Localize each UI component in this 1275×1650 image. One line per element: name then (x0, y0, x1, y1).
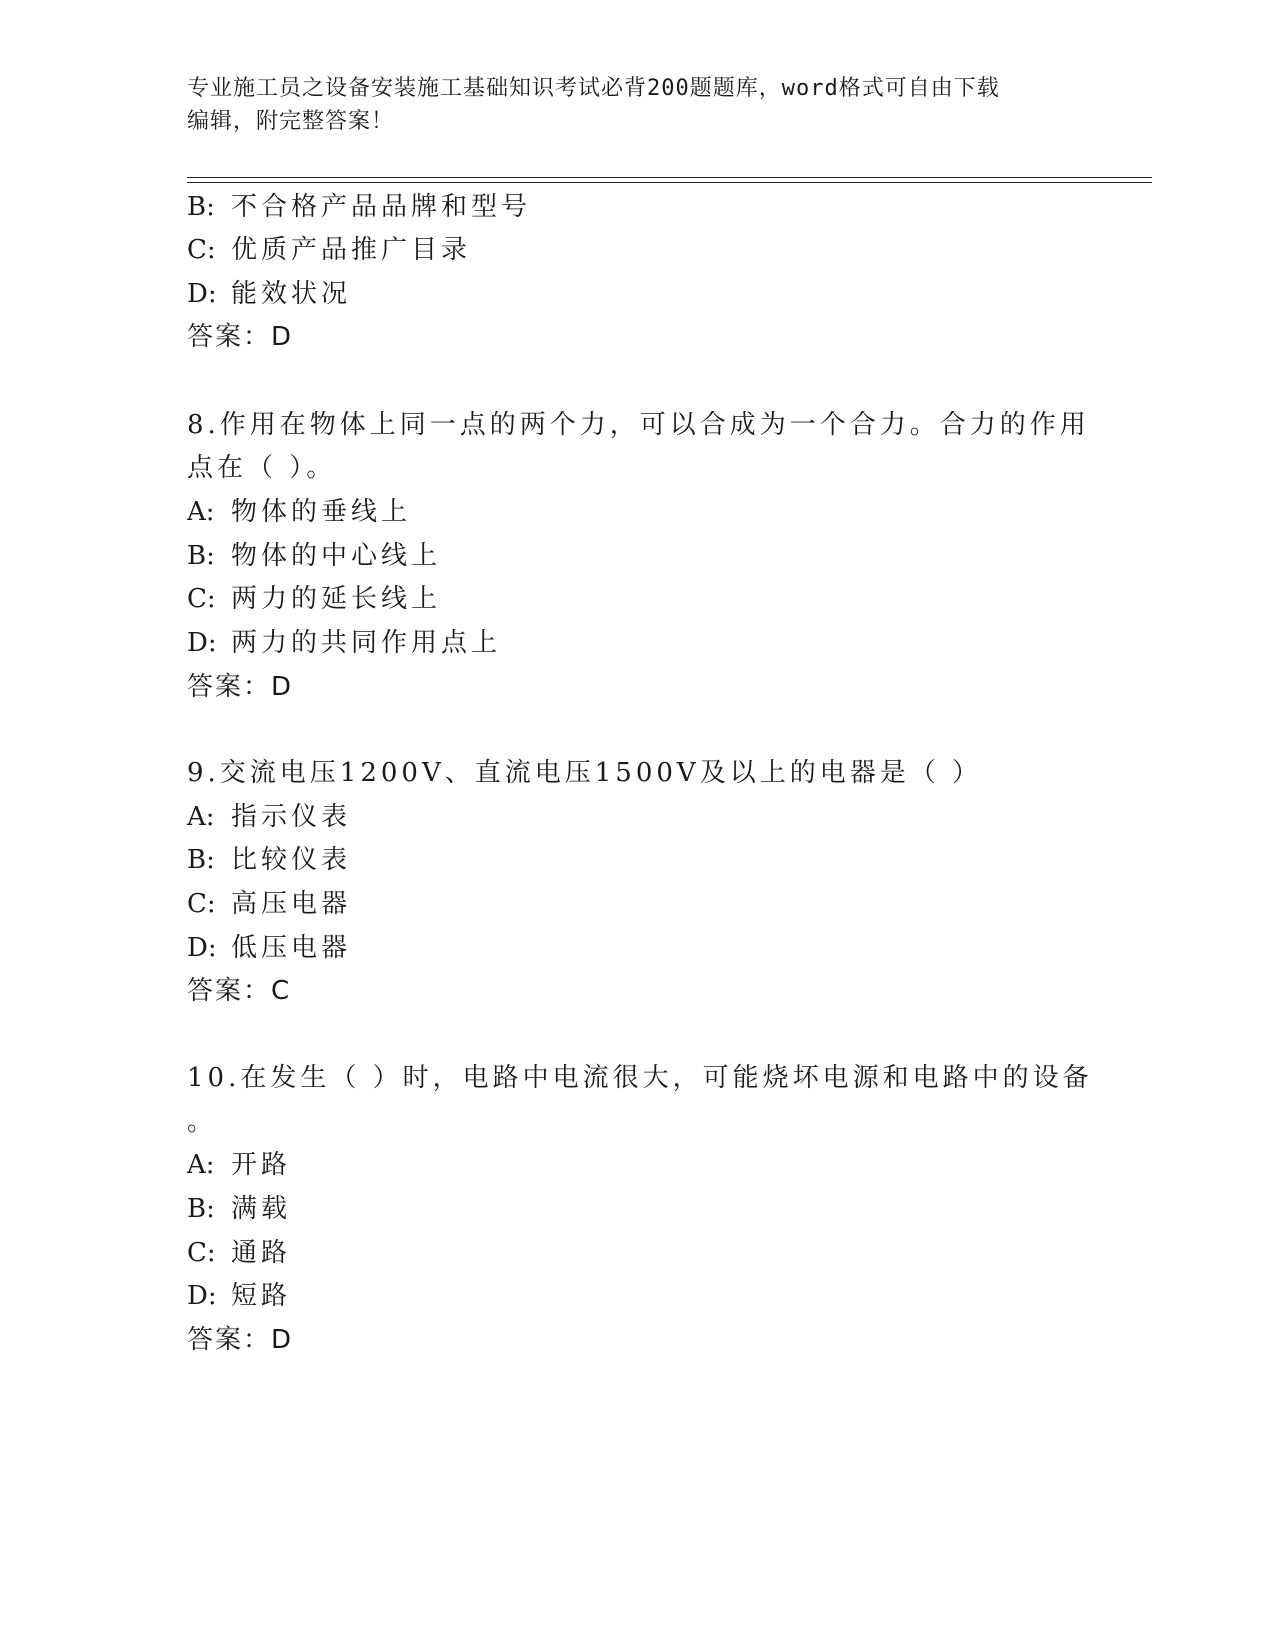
option-key: A: (187, 497, 215, 527)
option-a (187, 800, 351, 834)
header-divider (187, 177, 1152, 178)
option-key: B: (187, 845, 215, 875)
option-c (187, 1236, 291, 1270)
option-a (187, 1148, 291, 1182)
answer-line: 答案：D (187, 1325, 294, 1355)
question-stem: 。 (187, 1107, 218, 1137)
option-key: D: (187, 279, 217, 309)
option-text: 低压电器 (231, 933, 352, 963)
option-d (187, 626, 501, 660)
option-text: 满载 (231, 1194, 292, 1224)
option-b (187, 1192, 291, 1226)
option-c (187, 582, 441, 616)
option-text: 不合格产品品牌和型号 (231, 192, 532, 222)
option-text: 高压电器 (231, 889, 352, 919)
option-text: 优质产品推广目录 (231, 235, 472, 265)
option-d (187, 1279, 291, 1313)
option-text: 能效状况 (231, 279, 352, 309)
header-line-2: 编辑，附完整答案！ (187, 109, 395, 134)
option-text: 物体的垂线上 (231, 497, 412, 527)
option-key: D: (187, 1281, 217, 1311)
answer-line: 答案：D (187, 322, 294, 352)
option-key: D: (187, 933, 217, 963)
option-d (187, 277, 351, 311)
option-text: 短路 (231, 1281, 292, 1311)
option-key: A: (187, 802, 215, 832)
option-b (187, 190, 531, 224)
answer-line: 答案：C (187, 976, 292, 1006)
option-text: 比较仪表 (231, 845, 352, 875)
option-key: B: (187, 192, 215, 222)
option-key: C: (187, 584, 216, 614)
option-text: 两力的延长线上 (231, 584, 442, 614)
option-key: C: (187, 889, 216, 919)
option-text: 两力的共同作用点上 (231, 628, 502, 658)
option-text: 指示仪表 (231, 802, 352, 832)
option-key: B: (187, 541, 215, 571)
question-stem: 8.作用在物体上同一点的两个力，可以合成为一个合力。合力的作用 (187, 410, 1090, 440)
question-stem: 点在（ ）。 (187, 453, 337, 483)
question-stem: 10.在发生（ ）时，电路中电流很大，可能烧坏电源和电路中的设备 (187, 1063, 1093, 1093)
option-b (187, 539, 441, 573)
answer-line: 答案：D (187, 672, 294, 702)
option-key: D: (187, 628, 217, 658)
option-c (187, 887, 351, 921)
question-stem: 9.交流电压1200V、直流电压1500V及以上的电器是（ ） (187, 758, 982, 788)
document-header (187, 72, 1067, 138)
option-a (187, 495, 411, 529)
option-c (187, 233, 471, 267)
option-key: A: (187, 1150, 215, 1180)
header-line-1: 专业施工员之设备安装施工基础知识考试必背200题题库，word格式可自由下载 (187, 76, 1000, 101)
option-text: 开路 (231, 1150, 292, 1180)
option-text: 通路 (231, 1238, 292, 1268)
option-key: C: (187, 1238, 216, 1268)
option-b (187, 843, 351, 877)
option-text: 物体的中心线上 (231, 541, 442, 571)
option-key: C: (187, 235, 216, 265)
option-d (187, 931, 351, 965)
header-divider (187, 182, 1152, 183)
option-key: B: (187, 1194, 215, 1224)
